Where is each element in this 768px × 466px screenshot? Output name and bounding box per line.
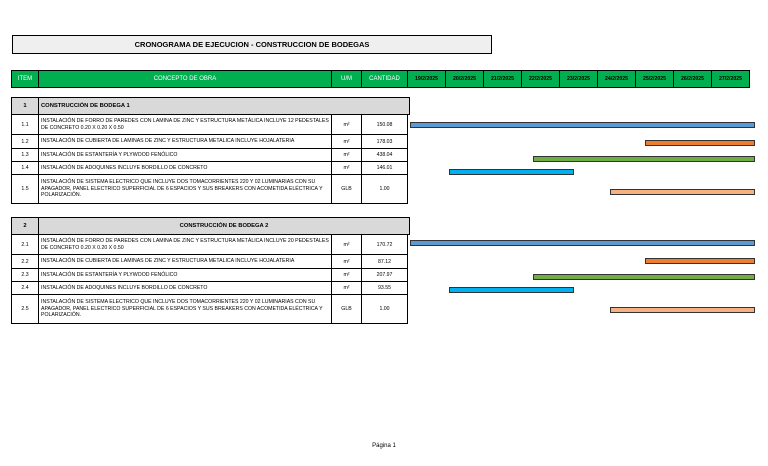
gantt-bar (449, 169, 574, 175)
gantt-bar (610, 189, 755, 195)
gantt-bar (449, 287, 574, 293)
table-row (12, 255, 410, 269)
row-qty: 438.04 (361, 148, 408, 162)
row-desc: INSTALACIÓN DE FORRO DE PAREDES CON LAMINA DE ZINC Y ESTRUCTURA METÁLICA INCLUYE 12 PEDESTALES DE CONCRETO 0.20 X 0.20 X 0.50 (38, 114, 332, 135)
row-desc: INSTALACIÓN DE SISTEMA ELECTRICO QUE INCLUYE DOS TOMACORRIENTES 220 Y 02 LUMINARIAS CON SU APAGADOR, PANEL ELECTRICO SUPERFICIAL DE 6 ESPACIOS Y SUS BREAKERS CON ACOMETIDA ELÉCTRICA Y POLARIZACIÓN. (38, 174, 332, 204)
row-qty: 170.72 (361, 234, 408, 255)
gantt-bar (410, 122, 755, 128)
header-date: 25/2/2025 (635, 70, 674, 88)
row-um: m² (331, 234, 362, 255)
row-item: 2.5 (11, 294, 39, 324)
header-um: U/M (331, 70, 362, 88)
table-header (12, 70, 750, 88)
row-qty: 93.55 (361, 281, 408, 295)
row-item: 1.4 (11, 161, 39, 175)
row-qty: 150.08 (361, 114, 408, 135)
gantt-bar (645, 258, 755, 264)
header-date: 24/2/2025 (597, 70, 636, 88)
header-cantidad: CANTIDAD (361, 70, 408, 88)
row-um: m² (331, 134, 362, 149)
header-date: 19/2/2025 (407, 70, 446, 88)
row-item: 1.5 (11, 174, 39, 204)
header-date: 22/2/2025 (521, 70, 560, 88)
row-item: 2.4 (11, 281, 39, 295)
header-date: 21/2/2025 (483, 70, 522, 88)
gantt-bar (610, 307, 755, 313)
table-row (12, 235, 410, 255)
row-item: 2.2 (11, 254, 39, 269)
section-title: CONSTRUCCIÓN DE BODEGA 1 (38, 97, 410, 115)
gantt-bar (533, 156, 755, 162)
row-item: 1.2 (11, 134, 39, 149)
row-um: m² (331, 161, 362, 175)
schedule-title: CRONOGRAMA DE EJECUCION - CONSTRUCCION DE BODEGAS (12, 35, 492, 54)
row-um: m² (331, 148, 362, 162)
row-desc: INSTALACIÓN DE ESTANTERÍA Y PLYWOOD FENÓLICO (38, 268, 332, 282)
row-qty: 207.97 (361, 268, 408, 282)
header-date: 26/2/2025 (673, 70, 712, 88)
table-row (12, 115, 410, 135)
row-qty: 146.01 (361, 161, 408, 175)
row-um: GLB (331, 294, 362, 324)
row-desc: INSTALACIÓN DE CUBIERTA DE LAMINAS DE ZINC Y ESTRUCTURA METALICA INCLUYE HOJALATERIA (38, 134, 332, 149)
section-bodega-1 (12, 98, 410, 204)
section-item: 2 (11, 217, 39, 235)
row-qty: 178.03 (361, 134, 408, 149)
row-item: 1.3 (11, 148, 39, 162)
gantt-bar (410, 240, 755, 246)
row-item: 2.1 (11, 234, 39, 255)
section-bodega-2 (12, 218, 410, 324)
row-desc: INSTALACIÓN DE SISTEMA ELECTRICO QUE INCLUYE DOS TOMACORRIENTES 220 Y 02 LUMINARIAS CON SU APAGADOR, PANEL ELECTRICO SUPERFICIAL DE 6 ESPACIOS Y SUS BREAKERS CON ACOMETIDA ELÉCTRICA Y POLARIZACIÓN. (38, 294, 332, 324)
row-desc: INSTALACIÓN DE CUBIERTA DE LAMINAS DE ZINC Y ESTRUCTURA METALICA INCLUYE HOJALATERIA (38, 254, 332, 269)
row-desc: INSTALACIÓN DE ADOQUINES INCLUYE BORDILLO DE CONCRETO (38, 281, 332, 295)
table-row (12, 135, 410, 149)
row-qty: 87.12 (361, 254, 408, 269)
row-um: m² (331, 254, 362, 269)
row-desc: INSTALACIÓN DE FORRO DE PAREDES CON LAMINA DE ZINC Y ESTRUCTURA METÁLICA INCLUYE 20 PEDESTALES DE CONCRETO 0.20 X 0.20 X 0.50 (38, 234, 332, 255)
page-number: Página 1 (372, 443, 396, 449)
row-um: m² (331, 281, 362, 295)
row-qty: 1.00 (361, 174, 408, 204)
row-item: 2.3 (11, 268, 39, 282)
header-date: 20/2/2025 (445, 70, 484, 88)
gantt-bar (533, 274, 755, 280)
section-title: CONSTRUCCIÓN DE BODEGA 2 (38, 217, 410, 235)
header-item: ITEM (11, 70, 39, 88)
section-item: 1 (11, 97, 39, 115)
table-row (12, 175, 410, 204)
row-um: m² (331, 268, 362, 282)
row-um: m² (331, 114, 362, 135)
row-um: GLB (331, 174, 362, 204)
header-date: 27/2/2025 (711, 70, 750, 88)
row-item: 1.1 (11, 114, 39, 135)
row-desc: INSTALACIÓN DE ADOQUINES INCLUYE BORDILLO DE CONCRETO (38, 161, 332, 175)
header-concepto: CONCEPTO DE OBRA (38, 70, 332, 88)
row-qty: 1.00 (361, 294, 408, 324)
row-desc: INSTALACIÓN DE ESTANTERÍA Y PLYWOOD FENÓLICO (38, 148, 332, 162)
header-date: 23/2/2025 (559, 70, 598, 88)
gantt-bar (645, 140, 755, 146)
table-row (12, 295, 410, 324)
